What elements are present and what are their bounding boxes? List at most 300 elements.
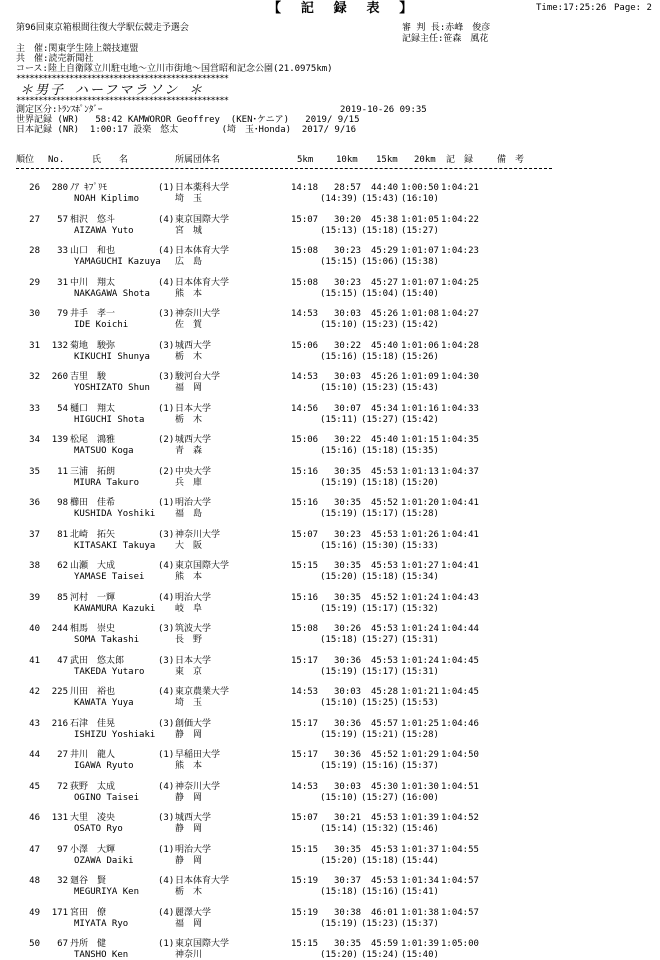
split-10km: 30:36 <box>334 656 362 666</box>
team-cell: 創価大学 <box>175 719 212 729</box>
bib-cell: 31 <box>57 278 68 288</box>
event-title: ＊男子 ハーフマラソン ＊ <box>20 83 205 98</box>
lap-10km: (15:16) <box>320 541 358 551</box>
col-record: 記 録 <box>446 155 474 165</box>
lap-15km: (15:18) <box>361 352 399 362</box>
grade-cell: (1) <box>158 939 175 949</box>
split-10km: 30:35 <box>334 845 362 855</box>
lap-15km: (15:06) <box>361 257 399 267</box>
split-15km: 45:52 <box>371 750 399 760</box>
record-cell: 1:04:33 <box>441 404 479 414</box>
rank-cell: 34 <box>29 435 40 445</box>
lap-10km: (15:16) <box>320 352 358 362</box>
name-cell: 井手 孝一 <box>70 309 116 319</box>
lap-10km: (15:16) <box>320 446 358 456</box>
team-cell: 日本体育大学 <box>175 246 230 256</box>
grade-cell: (4) <box>158 782 175 792</box>
prefecture-cell: 佐 賀 <box>175 320 203 330</box>
team-cell: 城西大学 <box>175 341 212 351</box>
split-10km: 30:35 <box>334 467 362 477</box>
lap-15km: (15:16) <box>361 887 399 897</box>
split-10km: 30:20 <box>334 215 362 225</box>
lap-15km: (15:18) <box>361 572 399 582</box>
event-name: 第96回東京箱根間往復大学駅伝競走予選会 <box>16 23 189 33</box>
split-20km: 1:01:27 <box>401 561 439 571</box>
split-20km: 1:01:37 <box>401 845 439 855</box>
split-10km: 30:23 <box>334 246 362 256</box>
split-20km: 1:01:39 <box>401 813 439 823</box>
record-cell: 1:04:45 <box>441 656 479 666</box>
lap-15km: (15:23) <box>361 320 399 330</box>
grade-cell: (3) <box>158 530 175 540</box>
bib-cell: 225 <box>51 687 68 697</box>
bib-cell: 72 <box>57 782 68 792</box>
grade-cell: (2) <box>158 435 175 445</box>
team-cell: 東京国際大学 <box>175 939 230 949</box>
split-5km: 14:53 <box>291 372 319 382</box>
name-cell: 大里 凌央 <box>70 813 116 823</box>
split-10km: 30:07 <box>334 404 362 414</box>
rank-cell: 43 <box>29 719 40 729</box>
lap-20km: (15:46) <box>401 824 439 834</box>
name-cell: 山瀬 大成 <box>70 561 116 571</box>
lap-15km: (15:04) <box>361 289 399 299</box>
prefecture-cell: 兵 庫 <box>175 478 203 488</box>
grade-cell: (3) <box>158 341 175 351</box>
prefecture-cell: 栃 木 <box>175 887 203 897</box>
prefecture-cell: 大 阪 <box>175 541 203 551</box>
grade-cell: (4) <box>158 593 175 603</box>
rank-cell: 46 <box>29 813 40 823</box>
grade-cell: (3) <box>158 624 175 634</box>
recorder: 記録主任:笹森 風花 <box>402 34 489 44</box>
split-5km: 14:56 <box>291 404 319 414</box>
grade-cell: (2) <box>158 467 175 477</box>
team-cell: 明治大学 <box>175 498 212 508</box>
col-no: No. <box>48 155 65 165</box>
rank-cell: 39 <box>29 593 40 603</box>
prefecture-cell: 福 岡 <box>175 919 203 929</box>
record-cell: 1:04:50 <box>441 750 479 760</box>
rank-cell: 32 <box>29 372 40 382</box>
romaji-cell: ISHIZU Yoshiaki <box>74 730 156 740</box>
lap-15km: (15:23) <box>361 383 399 393</box>
team-cell: 日本体育大学 <box>175 278 230 288</box>
name-cell: 山口 和也 <box>70 246 116 256</box>
grade-cell: (4) <box>158 215 175 225</box>
record-cell: 1:04:30 <box>441 372 479 382</box>
split-20km: 1:01:30 <box>401 782 439 792</box>
record-cell: 1:04:55 <box>441 845 479 855</box>
lap-15km: (15:32) <box>361 824 399 834</box>
record-cell: 1:04:44 <box>441 624 479 634</box>
lap-20km: (15:35) <box>401 446 439 456</box>
split-15km: 45:26 <box>371 372 399 382</box>
name-cell: 樋口 翔太 <box>70 404 116 414</box>
lap-10km: (15:10) <box>320 698 358 708</box>
lap-20km: (15:40) <box>401 289 439 299</box>
split-5km: 14:18 <box>291 183 319 193</box>
grade-cell: (3) <box>158 372 175 382</box>
team-cell: 明治大学 <box>175 593 212 603</box>
romaji-cell: SOMA Takashi <box>74 635 140 645</box>
split-5km: 15:08 <box>291 624 319 634</box>
lap-15km: (15:17) <box>361 509 399 519</box>
split-20km: 1:01:24 <box>401 593 439 603</box>
bib-cell: 32 <box>57 876 68 886</box>
team-cell: 筑波大学 <box>175 624 212 634</box>
split-10km: 30:23 <box>334 530 362 540</box>
team-cell: 城西大学 <box>175 813 212 823</box>
lap-20km: (15:37) <box>401 761 439 771</box>
split-5km: 15:06 <box>291 341 319 351</box>
split-20km: 1:01:24 <box>401 656 439 666</box>
prefecture-cell: 静 岡 <box>175 824 203 834</box>
romaji-cell: YAMAGUCHI Kazuya <box>74 257 161 267</box>
team-cell: 日本薬科大学 <box>175 183 230 193</box>
split-5km: 15:19 <box>291 908 319 918</box>
lap-15km: (15:27) <box>361 793 399 803</box>
co-organizer: 共 催:読売新聞社 <box>16 54 94 64</box>
split-10km: 30:26 <box>334 624 362 634</box>
name-cell: ﾉｱ ｷﾌﾟﾘﾓ <box>70 183 107 193</box>
grade-cell: (4) <box>158 561 175 571</box>
split-5km: 15:17 <box>291 750 319 760</box>
grade-cell: (1) <box>158 183 175 193</box>
record-cell: 1:04:28 <box>441 341 479 351</box>
split-5km: 15:15 <box>291 845 319 855</box>
grade-cell: (1) <box>158 750 175 760</box>
split-10km: 30:36 <box>334 719 362 729</box>
romaji-cell: OGINO Taisei <box>74 793 140 803</box>
romaji-cell: YOSHIZATO Shun <box>74 383 150 393</box>
split-15km: 45:40 <box>371 435 399 445</box>
split-5km: 15:17 <box>291 656 319 666</box>
lap-20km: (15:31) <box>401 667 439 677</box>
split-20km: 1:01:29 <box>401 750 439 760</box>
lap-10km: (15:19) <box>320 604 358 614</box>
name-cell: 河村 一輝 <box>70 593 116 603</box>
name-cell: 荻野 太成 <box>70 782 116 792</box>
split-10km: 30:35 <box>334 939 362 949</box>
lap-10km: (15:20) <box>320 950 358 960</box>
romaji-cell: NOAH Kiplimo <box>74 194 140 204</box>
document-title: 【 記 録 表 】 <box>268 1 419 16</box>
romaji-cell: KAWAMURA Kazuki <box>74 604 156 614</box>
split-10km: 30:22 <box>334 341 362 351</box>
lap-20km: (15:20) <box>401 478 439 488</box>
split-10km: 30:38 <box>334 908 362 918</box>
team-cell: 駿河台大学 <box>175 372 221 382</box>
record-cell: 1:04:45 <box>441 687 479 697</box>
split-15km: 45:53 <box>371 530 399 540</box>
lap-20km: (15:34) <box>401 572 439 582</box>
split-10km: 30:35 <box>334 561 362 571</box>
prefecture-cell: 栃 木 <box>175 352 203 362</box>
romaji-cell: KITASAKI Takuya <box>74 541 156 551</box>
lap-10km: (15:20) <box>320 856 358 866</box>
bib-cell: 244 <box>51 624 68 634</box>
prefecture-cell: 埼 玉 <box>175 194 203 204</box>
lap-15km: (15:24) <box>361 950 399 960</box>
romaji-cell: OSATO Ryo <box>74 824 123 834</box>
record-cell: 1:04:43 <box>441 593 479 603</box>
romaji-cell: TAKEDA Yutaro <box>74 667 145 677</box>
split-5km: 15:15 <box>291 939 319 949</box>
name-cell: 井川 龍人 <box>70 750 116 760</box>
team-cell: 東京国際大学 <box>175 215 230 225</box>
split-10km: 30:03 <box>334 309 362 319</box>
team-cell: 神奈川大学 <box>175 309 221 319</box>
rank-cell: 31 <box>29 341 40 351</box>
lap-20km: (15:32) <box>401 604 439 614</box>
name-cell: 小澤 大輝 <box>70 845 116 855</box>
prefecture-cell: 熊 本 <box>175 572 203 582</box>
col-15km: 15km <box>376 155 398 165</box>
bib-cell: 79 <box>57 309 68 319</box>
name-cell: 菊地 駿弥 <box>70 341 116 351</box>
romaji-cell: KUSHIDA Yoshiki <box>74 509 156 519</box>
lap-20km: (16:10) <box>401 194 439 204</box>
prefecture-cell: 静 岡 <box>175 730 203 740</box>
lap-20km: (15:38) <box>401 257 439 267</box>
prefecture-cell: 岐 阜 <box>175 604 203 614</box>
rank-cell: 44 <box>29 750 40 760</box>
star-separator-top: ************************************************ <box>16 74 229 84</box>
record-cell: 1:04:52 <box>441 813 479 823</box>
col-5km: 5km <box>297 155 314 165</box>
rank-cell: 48 <box>29 876 40 886</box>
prefecture-cell: 福 島 <box>175 509 203 519</box>
bib-cell: 85 <box>57 593 68 603</box>
lap-10km: (14:39) <box>320 194 358 204</box>
lap-15km: (15:17) <box>361 667 399 677</box>
lap-20km: (15:28) <box>401 509 439 519</box>
lap-20km: (15:37) <box>401 919 439 929</box>
split-20km: 1:01:21 <box>401 687 439 697</box>
lap-20km: (15:41) <box>401 887 439 897</box>
grade-cell: (4) <box>158 876 175 886</box>
team-cell: 神奈川大学 <box>175 782 221 792</box>
lap-10km: (15:13) <box>320 226 358 236</box>
lap-10km: (15:19) <box>320 667 358 677</box>
prefecture-cell: 長 野 <box>175 635 203 645</box>
rank-cell: 49 <box>29 908 40 918</box>
lap-15km: (15:18) <box>361 446 399 456</box>
lap-20km: (15:26) <box>401 352 439 362</box>
romaji-cell: TANSHO Ken <box>74 950 129 960</box>
split-20km: 1:01:07 <box>401 278 439 288</box>
split-15km: 45:34 <box>371 404 399 414</box>
col-name: 氏 名 <box>92 155 129 165</box>
bib-cell: 11 <box>57 467 68 477</box>
romaji-cell: KIKUCHI Shunya <box>74 352 150 362</box>
lap-10km: (15:19) <box>320 478 358 488</box>
lap-15km: (15:30) <box>361 541 399 551</box>
lap-20km: (15:44) <box>401 856 439 866</box>
name-cell: 櫛田 佳希 <box>70 498 116 508</box>
romaji-cell: MEGURIYA Ken <box>74 887 140 897</box>
split-5km: 15:17 <box>291 719 319 729</box>
grade-cell: (3) <box>158 813 175 823</box>
lap-10km: (15:18) <box>320 887 358 897</box>
split-20km: 1:01:05 <box>401 215 439 225</box>
split-15km: 45:27 <box>371 278 399 288</box>
record-cell: 1:04:41 <box>441 498 479 508</box>
bib-cell: 98 <box>57 498 68 508</box>
split-5km: 15:16 <box>291 498 319 508</box>
col-notes: 備 考 <box>497 155 525 165</box>
split-15km: 45:53 <box>371 845 399 855</box>
col-20km: 20km <box>414 155 436 165</box>
name-cell: 川田 裕也 <box>70 687 116 697</box>
record-cell: 1:05:00 <box>441 939 479 949</box>
lap-15km: (15:43) <box>361 194 399 204</box>
bib-cell: 33 <box>57 246 68 256</box>
split-15km: 45:52 <box>371 498 399 508</box>
lap-20km: (15:40) <box>401 950 439 960</box>
team-cell: 早稲田大学 <box>175 750 221 760</box>
bib-cell: 171 <box>51 908 68 918</box>
split-20km: 1:01:15 <box>401 435 439 445</box>
lap-15km: (15:17) <box>361 604 399 614</box>
prefecture-cell: 広 島 <box>175 257 203 267</box>
grade-cell: (3) <box>158 719 175 729</box>
lap-10km: (15:19) <box>320 761 358 771</box>
name-cell: 丹所 健 <box>70 939 107 949</box>
record-cell: 1:04:37 <box>441 467 479 477</box>
page-number: Page: 2 <box>614 3 652 13</box>
lap-10km: (15:15) <box>320 289 358 299</box>
lap-20km: (15:31) <box>401 635 439 645</box>
bib-cell: 139 <box>51 435 68 445</box>
team-cell: 神奈川大学 <box>175 530 221 540</box>
split-15km: 45:38 <box>371 215 399 225</box>
name-cell: 三浦 拓朗 <box>70 467 116 477</box>
lap-10km: (15:11) <box>320 415 358 425</box>
team-cell: 城西大学 <box>175 435 212 445</box>
bib-cell: 81 <box>57 530 68 540</box>
split-15km: 45:40 <box>371 341 399 351</box>
name-cell: 北崎 拓矢 <box>70 530 116 540</box>
prefecture-cell: 青 森 <box>175 446 203 456</box>
name-cell: 武田 悠太郎 <box>70 656 125 666</box>
rank-cell: 30 <box>29 309 40 319</box>
lap-20km: (15:28) <box>401 730 439 740</box>
team-cell: 日本体育大学 <box>175 876 230 886</box>
bib-cell: 67 <box>57 939 68 949</box>
romaji-cell: KAWATA Yuya <box>74 698 134 708</box>
col-team: 所属団体名 <box>175 155 221 165</box>
name-cell: 石津 佳晃 <box>70 719 116 729</box>
lap-10km: (15:18) <box>320 635 358 645</box>
prefecture-cell: 宮 城 <box>175 226 203 236</box>
rank-cell: 37 <box>29 530 40 540</box>
prefecture-cell: 埼 玉 <box>175 698 203 708</box>
lap-20km: (15:42) <box>401 320 439 330</box>
split-5km: 15:15 <box>291 561 319 571</box>
rank-cell: 38 <box>29 561 40 571</box>
split-15km: 45:26 <box>371 309 399 319</box>
lap-10km: (15:10) <box>320 793 358 803</box>
split-5km: 15:08 <box>291 278 319 288</box>
lap-10km: (15:10) <box>320 320 358 330</box>
rank-cell: 47 <box>29 845 40 855</box>
split-20km: 1:01:09 <box>401 372 439 382</box>
lap-10km: (15:15) <box>320 257 358 267</box>
lap-20km: (15:43) <box>401 383 439 393</box>
grade-cell: (3) <box>158 309 175 319</box>
lap-10km: (15:20) <box>320 572 358 582</box>
prefecture-cell: 栃 木 <box>175 415 203 425</box>
team-cell: 日本大学 <box>175 656 212 666</box>
split-10km: 30:36 <box>334 750 362 760</box>
grade-cell: (3) <box>158 656 175 666</box>
rank-cell: 28 <box>29 246 40 256</box>
grade-cell: (4) <box>158 908 175 918</box>
referee: 審 判 長:赤峰 俊彦 <box>402 23 491 33</box>
record-cell: 1:04:22 <box>441 215 479 225</box>
split-20km: 1:01:34 <box>401 876 439 886</box>
romaji-cell: AIZAWA Yuto <box>74 226 134 236</box>
split-15km: 45:57 <box>371 719 399 729</box>
organizer: 主 催:関東学生陸上競技連盟 <box>16 44 139 54</box>
split-20km: 1:01:16 <box>401 404 439 414</box>
bib-cell: 260 <box>51 372 68 382</box>
record-cell: 1:04:27 <box>441 309 479 319</box>
record-cell: 1:04:41 <box>441 530 479 540</box>
record-cell: 1:04:23 <box>441 246 479 256</box>
grade-cell: (4) <box>158 687 175 697</box>
split-20km: 1:01:24 <box>401 624 439 634</box>
rank-cell: 35 <box>29 467 40 477</box>
bib-cell: 132 <box>51 341 68 351</box>
team-cell: 日本大学 <box>175 404 212 414</box>
romaji-cell: MIYATA Ryo <box>74 919 129 929</box>
bib-cell: 131 <box>51 813 68 823</box>
team-cell: 麗澤大学 <box>175 908 212 918</box>
split-15km: 44:40 <box>371 183 399 193</box>
name-cell: 廻谷 賢 <box>70 876 107 886</box>
lap-15km: (15:18) <box>361 226 399 236</box>
split-20km: 1:01:06 <box>401 341 439 351</box>
grade-cell: (1) <box>158 845 175 855</box>
bib-cell: 47 <box>57 656 68 666</box>
bib-cell: 97 <box>57 845 68 855</box>
lap-15km: (15:27) <box>361 635 399 645</box>
split-20km: 1:01:07 <box>401 246 439 256</box>
split-5km: 15:07 <box>291 813 319 823</box>
bib-cell: 54 <box>57 404 68 414</box>
record-cell: 1:04:25 <box>441 278 479 288</box>
header-divider <box>16 168 552 169</box>
grade-cell: (4) <box>158 246 175 256</box>
lap-15km: (15:16) <box>361 761 399 771</box>
romaji-cell: IDE Koichi <box>74 320 129 330</box>
col-rank: 順位 <box>16 155 35 165</box>
lap-15km: (15:18) <box>361 856 399 866</box>
romaji-cell: IGAWA Ryuto <box>74 761 134 771</box>
lap-20km: (15:53) <box>401 698 439 708</box>
lap-15km: (15:25) <box>361 698 399 708</box>
rank-cell: 33 <box>29 404 40 414</box>
bib-cell: 62 <box>57 561 68 571</box>
lap-10km: (15:19) <box>320 919 358 929</box>
lap-20km: (15:42) <box>401 415 439 425</box>
split-5km: 14:53 <box>291 687 319 697</box>
record-cell: 1:04:35 <box>441 435 479 445</box>
record-cell: 1:04:46 <box>441 719 479 729</box>
